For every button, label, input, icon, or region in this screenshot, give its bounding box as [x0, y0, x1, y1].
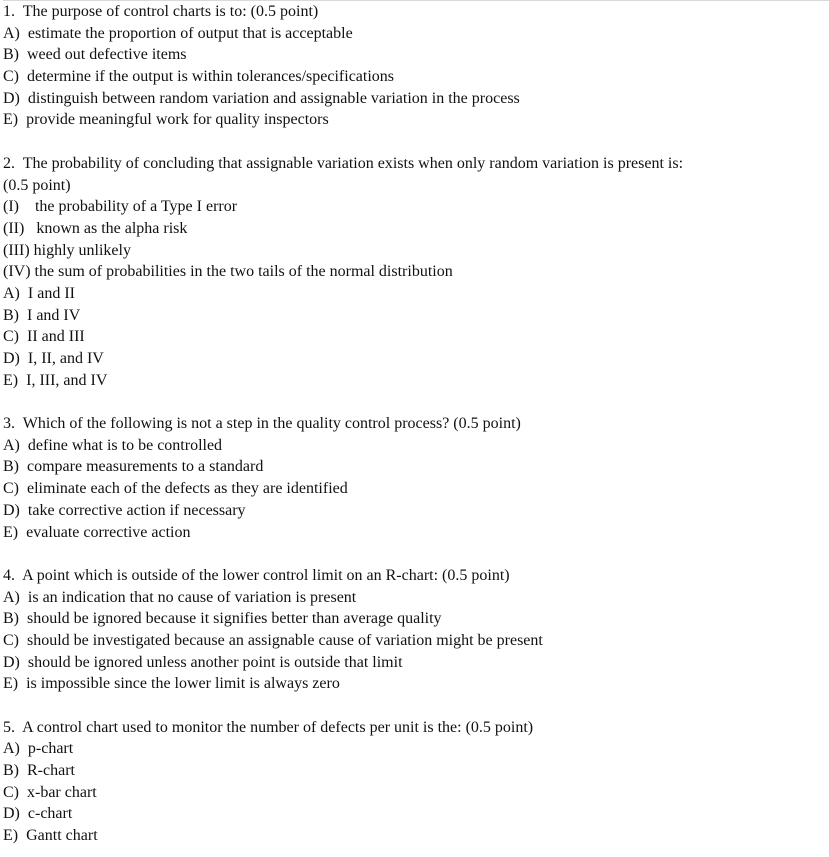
option-letter: A)	[3, 588, 20, 606]
spacer	[3, 131, 829, 153]
option-e	[3, 673, 829, 695]
option-b	[3, 608, 829, 630]
option-letter: E)	[3, 523, 19, 541]
statement-ii	[3, 218, 829, 240]
question-number: 4.	[3, 566, 15, 584]
question-number: 3.	[3, 415, 15, 433]
question-text: A control chart used to monitor the number of defects per unit is the: (0.5 point)	[22, 718, 534, 736]
option-letter: E)	[3, 827, 19, 845]
statement-numeral: (I)	[3, 198, 19, 216]
option-d	[3, 652, 829, 674]
question-text: The probability of concluding that assignable variation exists when only random variation is present is:	[22, 154, 684, 172]
option-e	[3, 522, 829, 544]
option-letter: C)	[3, 480, 19, 498]
question-5-prompt	[3, 717, 829, 739]
option-d	[3, 803, 829, 825]
statement-text: known as the alpha risk	[36, 219, 188, 237]
option-letter: D)	[3, 805, 20, 823]
option-text: should be investigated because an assignable cause of variation might be present	[27, 631, 543, 649]
option-text: c-chart	[27, 805, 73, 823]
option-c	[3, 478, 829, 500]
option-a	[3, 587, 829, 609]
option-text: I and IV	[27, 306, 81, 324]
question-4	[3, 565, 829, 695]
option-e	[3, 109, 829, 131]
option-d	[3, 500, 829, 522]
option-text: evaluate corrective action	[26, 523, 191, 541]
question-4-prompt	[3, 565, 829, 587]
spacer	[3, 695, 829, 717]
option-letter: D)	[3, 501, 20, 519]
option-letter: A)	[3, 24, 20, 42]
statement-text: highly unlikely	[33, 241, 131, 259]
option-letter: A)	[3, 740, 20, 758]
option-letter: A)	[3, 436, 20, 454]
option-letter: D)	[3, 653, 20, 671]
question-1-prompt	[3, 1, 829, 23]
option-text: should be ignored because it signifies better than average quality	[27, 610, 442, 628]
option-letter: B)	[3, 46, 19, 64]
statement-numeral: (IV)	[3, 263, 31, 281]
option-d	[3, 348, 829, 370]
option-text: I and II	[27, 284, 75, 302]
option-text: estimate the proportion of output that is acceptable	[27, 24, 353, 42]
option-text: Gantt chart	[26, 827, 98, 845]
option-text: eliminate each of the defects as they are identified	[27, 480, 348, 498]
option-letter: B)	[3, 610, 19, 628]
option-text: determine if the output is within tolerances/specifications	[27, 68, 395, 86]
option-a	[3, 23, 829, 45]
option-text: x-bar chart	[27, 783, 97, 801]
option-letter: C)	[3, 328, 19, 346]
option-text: weed out defective items	[27, 46, 187, 64]
option-c	[3, 326, 829, 348]
option-letter: B)	[3, 762, 19, 780]
option-b	[3, 305, 829, 327]
statement-text: the probability of a Type I error	[34, 198, 238, 216]
question-text: The purpose of control charts is to: (0.5 point)	[22, 3, 319, 20]
option-letter: D)	[3, 350, 20, 367]
option-a	[3, 738, 829, 760]
option-letter: B)	[3, 458, 19, 476]
question-1	[3, 1, 829, 131]
option-c	[3, 782, 829, 804]
statement-numeral: (III)	[3, 241, 30, 259]
option-letter: E)	[3, 371, 19, 389]
option-e	[3, 370, 829, 392]
option-b	[3, 760, 829, 782]
option-a	[3, 283, 829, 305]
option-text: take corrective action if necessary	[27, 501, 246, 519]
question-number: 2.	[3, 154, 15, 172]
option-text: distinguish between random variation and assignable variation in the process	[27, 89, 520, 107]
question-text: Which of the following is not a step in the quality control process? (0.5 point)	[22, 415, 521, 433]
option-letter: C)	[3, 68, 19, 86]
option-letter: C)	[3, 631, 19, 649]
question-5	[3, 717, 829, 847]
question-text: A point which is outside of the lower control limit on an R-chart: (0.5 point)	[22, 566, 510, 584]
question-3	[3, 413, 829, 543]
option-text: p-chart	[27, 740, 74, 758]
option-text: define what is to be controlled	[27, 436, 223, 454]
option-c	[3, 630, 829, 652]
question-number: 5.	[3, 718, 15, 736]
option-b	[3, 456, 829, 478]
statement-iii	[3, 240, 829, 262]
statement-iv	[3, 261, 829, 283]
option-letter: B)	[3, 306, 19, 324]
spacer	[3, 391, 829, 413]
option-text: provide meaningful work for quality inspectors	[26, 111, 329, 129]
question-3-prompt	[3, 413, 829, 435]
question-2-prompt-cont: (0.5 point)	[3, 176, 71, 194]
option-text: II and III	[27, 328, 85, 346]
option-letter: D)	[3, 89, 20, 107]
option-letter: C)	[3, 783, 19, 801]
statement-text: the sum of probabilities in the two tails of the normal distribution	[34, 263, 453, 281]
statement-numeral: (II)	[3, 219, 25, 237]
option-letter: E)	[3, 675, 19, 693]
option-text: R-chart	[27, 762, 75, 780]
option-text: should be ignored unless another point is outside that limit	[27, 653, 403, 671]
option-c	[3, 66, 829, 88]
question-2	[3, 153, 829, 392]
question-number: 1.	[3, 3, 15, 20]
option-text: I, III, and IV	[26, 371, 108, 389]
option-letter: E)	[3, 111, 19, 129]
option-text: compare measurements to a standard	[27, 458, 264, 476]
option-text: I, II, and IV	[27, 350, 104, 367]
option-letter: A)	[3, 284, 20, 302]
option-b	[3, 44, 829, 66]
option-e	[3, 825, 829, 847]
option-text: is impossible since the lower limit is always zero	[26, 675, 340, 693]
statement-i	[3, 196, 829, 218]
option-a	[3, 435, 829, 457]
question-2-prompt	[3, 153, 829, 175]
option-d	[3, 88, 829, 110]
spacer	[3, 543, 829, 565]
option-text: is an indication that no cause of variation is present	[27, 588, 357, 606]
